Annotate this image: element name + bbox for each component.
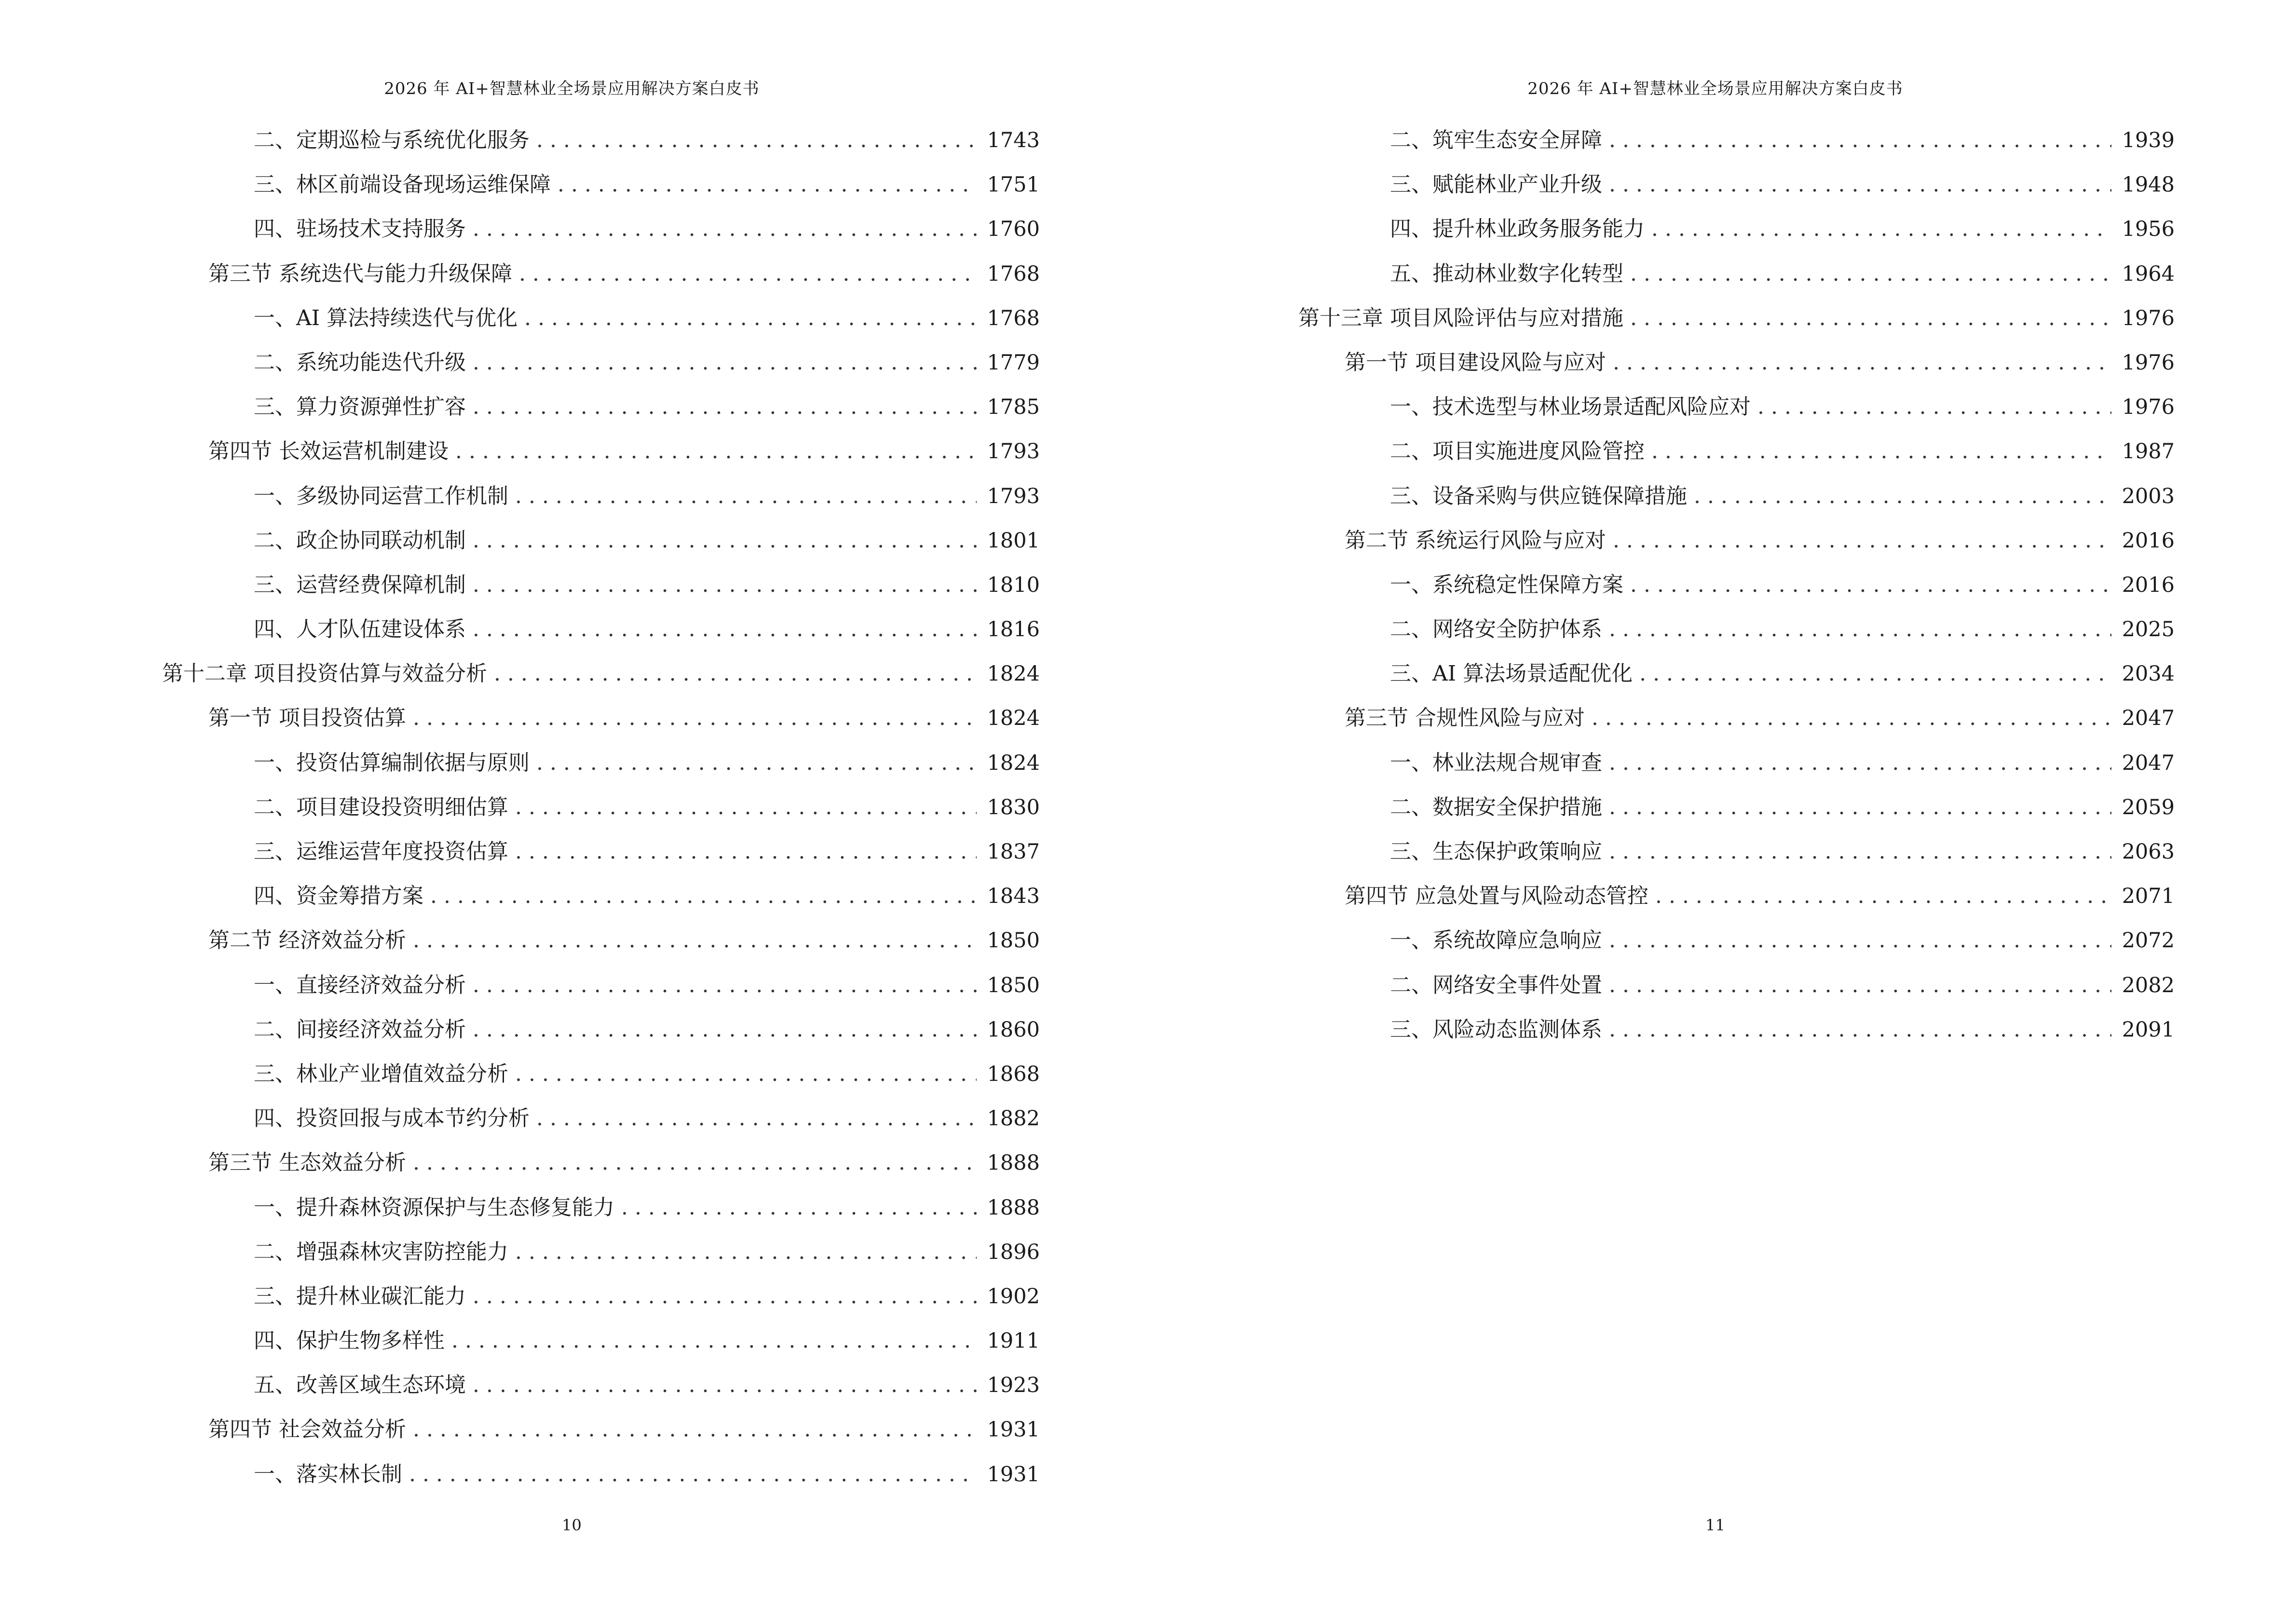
toc-entry[interactable] (1298, 918, 2175, 963)
toc-entry[interactable] (162, 874, 1040, 918)
toc-entry[interactable] (1298, 207, 2175, 251)
toc-entry-title: 二、项目实施进度风险管控 (1390, 439, 1645, 464)
toc-entry-title: 三、算力资源弹性扩容 (254, 395, 466, 420)
toc-entry[interactable] (1298, 785, 2175, 830)
toc-dot-leader (1609, 607, 2111, 652)
toc-entry-title: 一、系统稳定性保障方案 (1390, 572, 1623, 597)
toc-entry-page-number: 1824 (987, 662, 1040, 686)
toc-entry-title: 三、林业产业增值效益分析 (254, 1061, 508, 1086)
toc-dot-leader (515, 1052, 977, 1096)
toc-entry-page-number: 1850 (987, 928, 1040, 953)
toc-entry-page-number: 2071 (2122, 884, 2175, 909)
toc-dot-leader (1609, 1008, 2111, 1052)
toc-entry-title: 三、运营经费保障机制 (254, 572, 466, 597)
toc-dot-leader (515, 785, 977, 830)
toc-entry-page-number: 1751 (987, 173, 1040, 197)
toc-entry-title: 第一节 项目投资估算 (208, 706, 406, 731)
toc-dot-leader (413, 918, 977, 963)
toc-dot-leader (1609, 741, 2111, 785)
toc-entry-title: 第四节 社会效益分析 (208, 1417, 406, 1442)
toc-entry-title: 二、项目建设投资明细估算 (254, 794, 508, 819)
running-header: 2026 年 AI+智慧林业全场景应用解决方案白皮书 (1527, 79, 1903, 98)
toc-entry-title: 第二节 经济效益分析 (208, 928, 406, 953)
toc-dot-leader (1609, 830, 2111, 874)
toc-entry[interactable] (162, 474, 1040, 519)
toc-dot-leader (473, 607, 977, 652)
toc-dot-leader (519, 252, 977, 296)
toc-dot-leader (409, 1452, 977, 1497)
toc-dot-leader (473, 963, 977, 1008)
toc-entry[interactable] (162, 252, 1040, 296)
toc-entry-page-number: 1976 (2122, 306, 2175, 330)
toc-entry[interactable] (162, 785, 1040, 830)
toc-dot-leader (1609, 918, 2111, 963)
toc-entry-title: 第三节 合规性风险与应对 (1345, 706, 1585, 731)
toc-entry-title: 第三节 系统迭代与能力升级保障 (208, 261, 512, 286)
toc-entry[interactable] (162, 652, 1040, 696)
toc-entry-title: 三、设备采购与供应链保障措施 (1390, 483, 1687, 508)
toc-entry[interactable] (1298, 252, 2175, 296)
toc-dot-leader (536, 118, 977, 163)
toc-entry[interactable] (162, 1008, 1040, 1052)
toc-dot-leader (1609, 118, 2111, 163)
toc-entry-title: 二、增强森林灾害防控能力 (254, 1239, 508, 1264)
toc-entry-page-number: 1964 (2122, 261, 2175, 286)
toc-entry-page-number: 1888 (987, 1151, 1040, 1175)
toc-entry-page-number: 2016 (2122, 528, 2175, 553)
page-number: 11 (1705, 1516, 1725, 1534)
toc-entry[interactable] (162, 918, 1040, 963)
toc-dot-leader (1655, 874, 2111, 918)
toc-entry-title: 二、系统功能迭代升级 (254, 350, 466, 375)
toc-entry[interactable] (1298, 296, 2175, 341)
toc-entry-title: 第四节 应急处置与风险动态管控 (1345, 884, 1648, 909)
toc-entry[interactable] (1298, 118, 2175, 163)
toc-dot-leader (536, 741, 977, 785)
toc-entry[interactable] (162, 1186, 1040, 1230)
toc-entry[interactable] (1298, 607, 2175, 652)
toc-entry[interactable] (162, 519, 1040, 563)
toc-entry[interactable] (1298, 741, 2175, 785)
toc-entry[interactable] (162, 1052, 1040, 1096)
toc-entry-title: 二、政企协同联动机制 (254, 528, 466, 553)
toc-entry-page-number: 1888 (987, 1195, 1040, 1220)
toc-dot-leader (430, 874, 977, 918)
toc-entry-title: 第三节 生态效益分析 (208, 1150, 406, 1175)
toc-entry-title: 三、AI 算法场景适配优化 (1390, 661, 1633, 686)
toc-entry-page-number: 2082 (2122, 973, 2175, 997)
toc-entry[interactable] (162, 1274, 1040, 1319)
toc-entry-page-number: 1931 (987, 1418, 1040, 1442)
toc-entry-page-number: 1779 (987, 350, 1040, 375)
toc-entry[interactable] (162, 385, 1040, 429)
toc-entry-title: 一、投资估算编制依据与原则 (254, 750, 530, 775)
toc-entry-page-number: 2091 (2122, 1017, 2175, 1042)
toc-dot-leader (413, 696, 977, 740)
toc-entry-title: 四、人才队伍建设体系 (254, 617, 466, 642)
toc-entry[interactable] (162, 963, 1040, 1008)
toc-entry[interactable] (162, 1141, 1040, 1185)
toc-entry-page-number: 1801 (987, 528, 1040, 553)
toc-entry[interactable] (162, 563, 1040, 607)
toc-entry[interactable] (162, 1319, 1040, 1363)
toc-entry-page-number: 1768 (987, 261, 1040, 286)
toc-entry[interactable] (162, 296, 1040, 341)
toc-dot-leader (1651, 207, 2111, 251)
toc-entry-page-number: 1956 (2122, 217, 2175, 242)
toc-entry[interactable] (1298, 385, 2175, 429)
toc-entry-page-number: 2047 (2122, 706, 2175, 731)
toc-entry[interactable] (162, 741, 1040, 785)
toc-dot-leader (455, 429, 977, 474)
toc-entry-page-number: 1882 (987, 1106, 1040, 1131)
toc-entry-title: 一、系统故障应急响应 (1390, 928, 1602, 953)
toc-entry[interactable] (162, 1452, 1040, 1497)
toc-entry[interactable] (162, 1230, 1040, 1274)
toc-dot-leader (1609, 963, 2111, 1008)
toc-dot-leader (473, 207, 977, 251)
toc-dot-leader (1630, 563, 2111, 607)
toc-entry-title: 三、赋能林业产业升级 (1390, 172, 1602, 197)
toc-entry[interactable] (1298, 341, 2175, 385)
toc-entry-page-number: 1923 (987, 1373, 1040, 1398)
toc-entry[interactable] (1298, 1008, 2175, 1052)
toc-dot-leader (473, 563, 977, 607)
toc-entry[interactable] (162, 1407, 1040, 1452)
toc-dot-leader (1592, 696, 2111, 740)
toc-entry[interactable] (162, 341, 1040, 385)
toc-entry[interactable] (162, 1096, 1040, 1141)
toc-entry-page-number: 1843 (987, 884, 1040, 909)
toc-entry-page-number: 1976 (2122, 350, 2175, 375)
toc-dot-leader (473, 1008, 977, 1052)
toc-entry[interactable] (1298, 874, 2175, 918)
toc-entry-title: 五、推动林业数字化转型 (1390, 261, 1623, 286)
toc-entry-title: 二、网络安全事件处置 (1390, 972, 1602, 997)
toc-dot-leader (558, 163, 977, 207)
toc-entry[interactable] (162, 696, 1040, 740)
toc-entry-title: 第二节 系统运行风险与应对 (1345, 528, 1606, 553)
toc-entry-title: 第十三章 项目风险评估与应对措施 (1298, 305, 1623, 330)
toc-entry-page-number: 1830 (987, 795, 1040, 819)
toc-entry-title: 三、提升林业碳汇能力 (254, 1283, 466, 1309)
toc-dot-leader (1613, 341, 2111, 385)
toc-dot-leader (473, 1363, 977, 1407)
toc-entry-title: 一、AI 算法持续迭代与优化 (254, 305, 518, 330)
toc-entry-page-number: 1816 (987, 617, 1040, 642)
toc-entry-page-number: 1793 (987, 439, 1040, 464)
toc-entry[interactable] (162, 163, 1040, 207)
toc-dot-leader (536, 1096, 977, 1141)
running-header: 2026 年 AI+智慧林业全场景应用解决方案白皮书 (384, 79, 760, 98)
toc-entry[interactable] (1298, 696, 2175, 740)
toc-entry-page-number: 2016 (2122, 573, 2175, 597)
toc-entry-title: 二、筑牢生态安全屏障 (1390, 128, 1602, 152)
toc-dot-leader (473, 341, 977, 385)
toc-entry-page-number: 1793 (987, 484, 1040, 508)
toc-entry-page-number: 1837 (987, 840, 1040, 864)
toc-dot-leader (1609, 785, 2111, 830)
toc-entry-title: 三、运维运营年度投资估算 (254, 839, 508, 864)
toc-entry-page-number: 1850 (987, 973, 1040, 997)
toc-dot-leader (451, 1319, 977, 1363)
toc-entry[interactable] (1298, 474, 2175, 519)
toc-entry-page-number: 2025 (2122, 617, 2175, 642)
toc-entry-page-number: 1902 (987, 1284, 1040, 1309)
toc-dot-leader (515, 1230, 977, 1274)
toc-entry-title: 三、风险动态监测体系 (1390, 1017, 1602, 1042)
toc-entry-page-number: 2072 (2122, 928, 2175, 953)
toc-entry-page-number: 1743 (987, 128, 1040, 152)
toc-dot-leader (1630, 252, 2111, 296)
toc-dot-leader (413, 1407, 977, 1452)
toc-list (162, 118, 1040, 1497)
toc-entry-title: 第十二章 项目投资估算与效益分析 (162, 661, 487, 686)
toc-page-right (1144, 0, 2287, 1624)
toc-dot-leader (473, 1274, 977, 1319)
toc-dot-leader (1651, 429, 2111, 474)
toc-entry-title: 一、提升森林资源保护与生态修复能力 (254, 1195, 614, 1220)
toc-entry-title: 第一节 项目建设风险与应对 (1345, 350, 1606, 375)
toc-entry-page-number: 1911 (987, 1329, 1040, 1353)
toc-dot-leader (1630, 296, 2111, 341)
toc-entry-title: 三、生态保护政策响应 (1390, 839, 1602, 864)
toc-entry-page-number: 1785 (987, 395, 1040, 420)
toc-entry-title: 四、保护生物多样性 (254, 1328, 445, 1353)
toc-entry-page-number: 1868 (987, 1062, 1040, 1086)
toc-entry-page-number: 2047 (2122, 751, 2175, 775)
toc-entry-title: 四、资金筹措方案 (254, 884, 423, 909)
toc-dot-leader (473, 519, 977, 563)
toc-entry[interactable] (162, 1363, 1040, 1407)
toc-entry-page-number: 1987 (2122, 439, 2175, 464)
toc-entry[interactable] (1298, 963, 2175, 1008)
toc-entry-title: 一、林业法规合规审查 (1390, 750, 1602, 775)
toc-dot-leader (1757, 385, 2111, 429)
toc-dot-leader (494, 652, 977, 696)
toc-entry-title: 二、网络安全防护体系 (1390, 617, 1602, 642)
toc-entry[interactable] (162, 118, 1040, 163)
toc-entry[interactable] (1298, 563, 2175, 607)
toc-entry-page-number: 2034 (2122, 662, 2175, 686)
toc-dot-leader (1609, 163, 2111, 207)
toc-entry[interactable] (1298, 519, 2175, 563)
toc-dot-leader (1613, 519, 2111, 563)
toc-entry[interactable] (162, 607, 1040, 652)
toc-entry-title: 四、提升林业政务服务能力 (1390, 217, 1645, 242)
toc-dot-leader (515, 830, 977, 874)
toc-dot-leader (1694, 474, 2111, 519)
toc-entry-title: 一、多级协同运营工作机制 (254, 483, 508, 508)
toc-dot-leader (473, 385, 977, 429)
toc-entry-title: 二、数据安全保护措施 (1390, 794, 1602, 819)
toc-dot-leader (621, 1186, 977, 1230)
toc-entry-page-number: 1810 (987, 573, 1040, 597)
toc-entry-title: 三、林区前端设备现场运维保障 (254, 172, 551, 197)
toc-entry[interactable] (1298, 652, 2175, 696)
toc-entry[interactable] (162, 429, 1040, 474)
toc-entry-title: 一、直接经济效益分析 (254, 972, 466, 997)
toc-entry-page-number: 1931 (987, 1462, 1040, 1487)
toc-entry-title: 二、间接经济效益分析 (254, 1017, 466, 1042)
toc-entry-page-number: 2003 (2122, 484, 2175, 508)
toc-list (1298, 118, 2175, 1052)
toc-entry-page-number: 2063 (2122, 840, 2175, 864)
toc-entry-title: 五、改善区域生态环境 (254, 1373, 466, 1398)
toc-entry-page-number: 1760 (987, 217, 1040, 242)
toc-dot-leader (1639, 652, 2111, 696)
toc-entry-title: 一、落实林长制 (254, 1461, 402, 1487)
toc-entry-page-number: 1896 (987, 1240, 1040, 1264)
toc-entry-title: 二、定期巡检与系统优化服务 (254, 128, 530, 152)
toc-entry-page-number: 1948 (2122, 173, 2175, 197)
toc-dot-leader (413, 1141, 977, 1185)
toc-entry[interactable] (162, 830, 1040, 874)
toc-entry-title: 四、投资回报与成本节约分析 (254, 1106, 530, 1131)
toc-entry-page-number: 1768 (987, 306, 1040, 330)
toc-entry[interactable] (162, 207, 1040, 251)
page-number: 10 (562, 1516, 582, 1534)
toc-entry-page-number: 1824 (987, 706, 1040, 731)
toc-entry-page-number: 2059 (2122, 795, 2175, 819)
toc-entry-page-number: 1824 (987, 751, 1040, 775)
toc-entry[interactable] (1298, 830, 2175, 874)
toc-entry[interactable] (1298, 163, 2175, 207)
toc-entry[interactable] (1298, 429, 2175, 474)
toc-entry-title: 第四节 长效运营机制建设 (208, 439, 449, 464)
toc-dot-leader (524, 296, 976, 341)
toc-entry-page-number: 1939 (2122, 128, 2175, 152)
toc-dot-leader (515, 474, 977, 519)
toc-entry-title: 一、技术选型与林业场景适配风险应对 (1390, 395, 1751, 420)
toc-entry-page-number: 1860 (987, 1017, 1040, 1042)
toc-entry-title: 四、驻场技术支持服务 (254, 217, 466, 242)
toc-entry-page-number: 1976 (2122, 395, 2175, 420)
